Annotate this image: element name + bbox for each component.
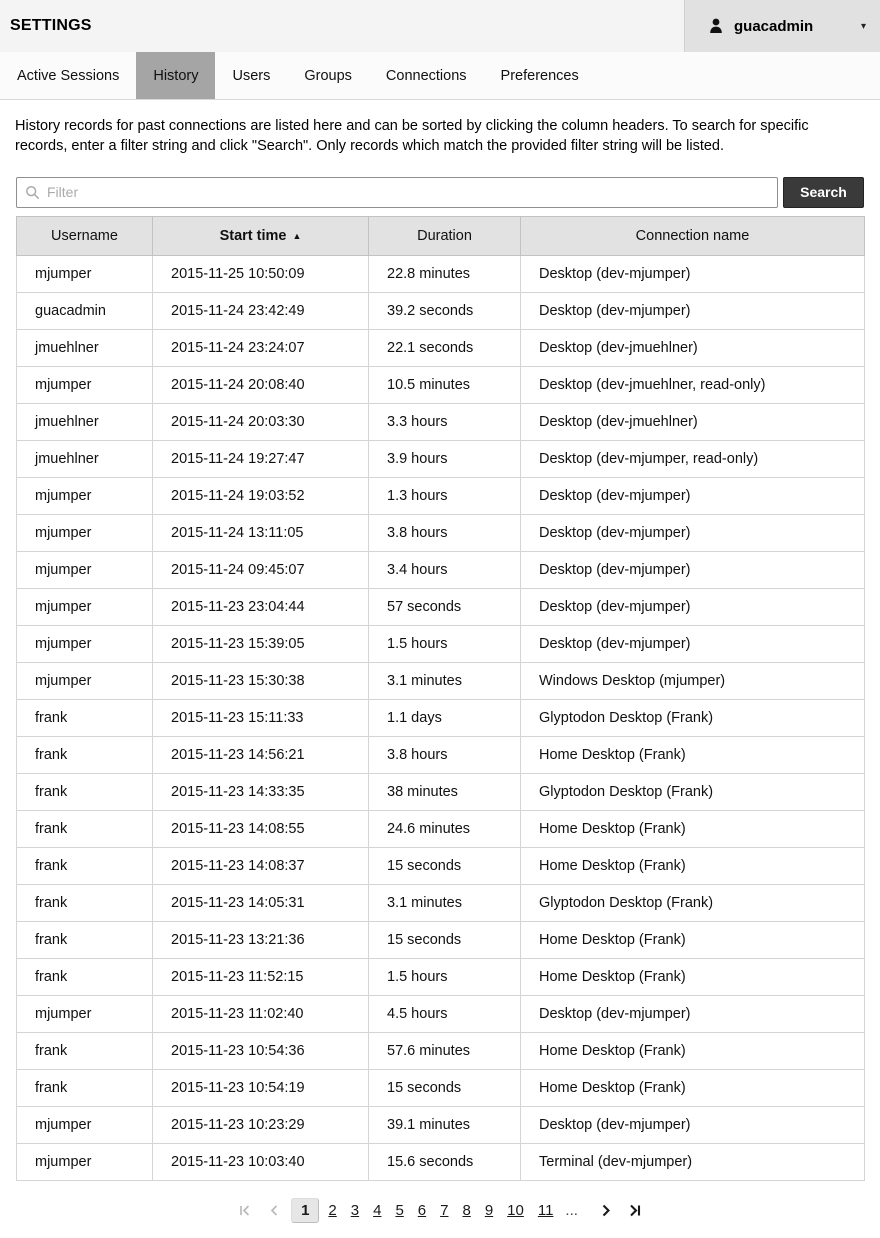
table-row xyxy=(17,699,865,736)
chevron-down-icon: ▾ xyxy=(860,20,866,32)
cell-duration: 1.5 hours xyxy=(369,625,521,662)
cell-username: frank xyxy=(17,921,153,958)
cell-start-time: 2015-11-23 14:08:37 xyxy=(153,847,369,884)
cell-duration: 22.1 seconds xyxy=(369,329,521,366)
column-header-connection-name[interactable]: Connection name xyxy=(521,216,865,255)
page-number-link[interactable]: 4 xyxy=(373,1201,382,1219)
cell-start-time: 2015-11-25 10:50:09 xyxy=(153,255,369,292)
cell-duration: 1.1 days xyxy=(369,699,521,736)
table-row xyxy=(17,921,865,958)
table-row xyxy=(17,995,865,1032)
history-description: History records for past connections are listed here and can be sorted by clicking the column headers. To search for specific records, enter a filter string and click "Search". Only records which match the provided filter string will be listed. xyxy=(15,118,809,155)
table-row xyxy=(17,255,865,292)
cell-connection-name: Desktop (dev-jmuehlner) xyxy=(521,403,865,440)
cell-start-time: 2015-11-23 14:08:55 xyxy=(153,810,369,847)
cell-username: mjumper xyxy=(17,1143,153,1180)
app-header xyxy=(0,0,880,52)
cell-duration: 24.6 minutes xyxy=(369,810,521,847)
table-row xyxy=(17,440,865,477)
cell-connection-name: Home Desktop (Frank) xyxy=(521,921,865,958)
cell-duration: 39.1 minutes xyxy=(369,1106,521,1143)
cell-duration: 3.1 minutes xyxy=(369,662,521,699)
tab-users[interactable]: Users xyxy=(232,67,271,84)
cell-start-time: 2015-11-23 15:11:33 xyxy=(153,699,369,736)
table-row xyxy=(17,1106,865,1143)
cell-username: jmuehlner xyxy=(17,329,153,366)
history-table-body xyxy=(17,255,865,1180)
cell-duration: 3.1 minutes xyxy=(369,884,521,921)
cell-connection-name: Desktop (dev-mjumper) xyxy=(521,1106,865,1143)
cell-start-time: 2015-11-23 10:54:19 xyxy=(153,1069,369,1106)
cell-username: frank xyxy=(17,1069,153,1106)
table-row xyxy=(17,958,865,995)
cell-start-time: 2015-11-23 11:02:40 xyxy=(153,995,369,1032)
table-row xyxy=(17,366,865,403)
cell-start-time: 2015-11-23 23:04:44 xyxy=(153,588,369,625)
tab-bar xyxy=(0,52,880,100)
cell-username: frank xyxy=(17,736,153,773)
table-row xyxy=(17,625,865,662)
cell-username: mjumper xyxy=(17,477,153,514)
cell-start-time: 2015-11-23 14:33:35 xyxy=(153,773,369,810)
cell-start-time: 2015-11-23 14:05:31 xyxy=(153,884,369,921)
cell-username: mjumper xyxy=(17,625,153,662)
cell-start-time: 2015-11-24 23:24:07 xyxy=(153,329,369,366)
page-number-link[interactable]: 8 xyxy=(462,1201,471,1219)
cell-duration: 1.3 hours xyxy=(369,477,521,514)
cell-connection-name: Desktop (dev-mjumper) xyxy=(521,292,865,329)
first-page-icon[interactable] xyxy=(231,1203,260,1218)
page-number-link[interactable]: 3 xyxy=(350,1201,360,1219)
page-number-link[interactable]: 2 xyxy=(328,1201,337,1219)
history-table xyxy=(16,216,865,1181)
cell-duration: 15 seconds xyxy=(369,921,521,958)
user-name: guacadmin xyxy=(734,17,814,35)
column-header-duration[interactable]: Duration xyxy=(369,216,521,255)
table-row xyxy=(17,1032,865,1069)
pagination-pages xyxy=(289,1198,560,1223)
cell-duration: 3.8 hours xyxy=(369,514,521,551)
cell-duration: 57 seconds xyxy=(369,588,521,625)
cell-connection-name: Desktop (dev-mjumper) xyxy=(521,588,865,625)
cell-username: frank xyxy=(17,884,153,921)
cell-start-time: 2015-11-24 20:03:30 xyxy=(153,403,369,440)
cell-start-time: 2015-11-24 09:45:07 xyxy=(153,551,369,588)
cell-username: mjumper xyxy=(17,588,153,625)
cell-username: mjumper xyxy=(17,366,153,403)
table-row xyxy=(17,292,865,329)
tab-preferences[interactable]: Preferences xyxy=(500,67,579,84)
cell-duration: 3.9 hours xyxy=(369,440,521,477)
cell-duration: 38 minutes xyxy=(369,773,521,810)
page-number-link[interactable]: 9 xyxy=(484,1201,494,1219)
cell-start-time: 2015-11-23 15:30:38 xyxy=(153,662,369,699)
cell-start-time: 2015-11-23 14:56:21 xyxy=(153,736,369,773)
cell-duration: 3.4 hours xyxy=(369,551,521,588)
user-icon xyxy=(707,17,725,35)
table-row xyxy=(17,847,865,884)
cell-start-time: 2015-11-23 11:52:15 xyxy=(153,958,369,995)
cell-username: jmuehlner xyxy=(17,403,153,440)
cell-username: mjumper xyxy=(17,551,153,588)
cell-username: guacadmin xyxy=(17,292,153,329)
cell-username: mjumper xyxy=(17,995,153,1032)
filter-input-box[interactable] xyxy=(16,177,778,208)
table-row xyxy=(17,736,865,773)
cell-username: frank xyxy=(17,810,153,847)
table-row xyxy=(17,403,865,440)
tab-active-sessions[interactable]: Active Sessions xyxy=(17,67,120,84)
table-row xyxy=(17,329,865,366)
table-row xyxy=(17,551,865,588)
cell-duration: 1.5 hours xyxy=(369,958,521,995)
cell-connection-name: Desktop (dev-jmuehlner, read-only) xyxy=(521,366,865,403)
cell-username: frank xyxy=(17,958,153,995)
cell-connection-name: Windows Desktop (mjumper) xyxy=(521,662,865,699)
cell-connection-name: Desktop (dev-mjumper) xyxy=(521,514,865,551)
cell-duration: 22.8 minutes xyxy=(369,255,521,292)
cell-connection-name: Desktop (dev-jmuehlner) xyxy=(521,329,865,366)
cell-connection-name: Home Desktop (Frank) xyxy=(521,958,865,995)
previous-page-icon[interactable] xyxy=(260,1203,289,1218)
page-number-link[interactable]: 6 xyxy=(417,1201,427,1219)
cell-connection-name: Glyptodon Desktop (Frank) xyxy=(521,884,865,921)
cell-start-time: 2015-11-23 10:03:40 xyxy=(153,1143,369,1180)
table-row xyxy=(17,1069,865,1106)
cell-start-time: 2015-11-23 10:23:29 xyxy=(153,1106,369,1143)
cell-duration: 3.3 hours xyxy=(369,403,521,440)
column-header-start-time[interactable]: Start time ▲ xyxy=(153,216,369,255)
cell-connection-name: Glyptodon Desktop (Frank) xyxy=(521,699,865,736)
table-row xyxy=(17,773,865,810)
page-number-link[interactable]: 10 xyxy=(507,1201,524,1219)
table-row xyxy=(17,884,865,921)
tab-connections[interactable]: Connections xyxy=(385,67,467,84)
filter-row xyxy=(16,177,864,208)
table-row xyxy=(17,588,865,625)
cell-start-time: 2015-11-24 19:03:52 xyxy=(153,477,369,514)
cell-start-time: 2015-11-23 15:39:05 xyxy=(153,625,369,662)
pagination xyxy=(0,1198,880,1223)
cell-username: mjumper xyxy=(17,662,153,699)
cell-username: mjumper xyxy=(17,514,153,551)
cell-connection-name: Desktop (dev-mjumper) xyxy=(521,477,865,514)
cell-connection-name: Home Desktop (Frank) xyxy=(521,1032,865,1069)
pagination-ellipsis: ... xyxy=(565,1201,578,1219)
cell-duration: 3.8 hours xyxy=(369,736,521,773)
cell-connection-name: Terminal (dev-mjumper) xyxy=(521,1143,865,1180)
table-row xyxy=(17,810,865,847)
tab-groups[interactable]: Groups xyxy=(304,67,352,84)
cell-duration: 15 seconds xyxy=(369,847,521,884)
cell-username: frank xyxy=(17,1032,153,1069)
cell-duration: 15 seconds xyxy=(369,1069,521,1106)
search-button[interactable]: Search xyxy=(783,177,864,208)
page-number-link[interactable]: 7 xyxy=(440,1201,449,1219)
search-icon xyxy=(25,185,40,200)
cell-duration: 57.6 minutes xyxy=(369,1032,521,1069)
cell-connection-name: Home Desktop (Frank) xyxy=(521,847,865,884)
cell-connection-name: Desktop (dev-mjumper) xyxy=(521,995,865,1032)
last-page-icon[interactable] xyxy=(620,1203,649,1218)
cell-start-time: 2015-11-24 13:11:05 xyxy=(153,514,369,551)
cell-username: frank xyxy=(17,773,153,810)
table-row xyxy=(17,514,865,551)
next-page-icon[interactable] xyxy=(591,1203,620,1218)
cell-start-time: 2015-11-24 20:08:40 xyxy=(153,366,369,403)
cell-start-time: 2015-11-23 10:54:36 xyxy=(153,1032,369,1069)
table-header-row xyxy=(17,216,865,255)
cell-connection-name: Glyptodon Desktop (Frank) xyxy=(521,773,865,810)
cell-connection-name: Desktop (dev-mjumper) xyxy=(521,625,865,662)
cell-start-time: 2015-11-24 23:42:49 xyxy=(153,292,369,329)
table-row xyxy=(17,1143,865,1180)
page-title: SETTINGS xyxy=(10,17,92,34)
table-row xyxy=(17,662,865,699)
cell-start-time: 2015-11-24 19:27:47 xyxy=(153,440,369,477)
cell-username: mjumper xyxy=(17,1106,153,1143)
cell-connection-name: Desktop (dev-mjumper, read-only) xyxy=(521,440,865,477)
table-row xyxy=(17,477,865,514)
cell-username: mjumper xyxy=(17,255,153,292)
tab-history[interactable]: History xyxy=(136,52,215,99)
cell-username: frank xyxy=(17,699,153,736)
cell-duration: 4.5 hours xyxy=(369,995,521,1032)
cell-username: jmuehlner xyxy=(17,440,153,477)
cell-connection-name: Desktop (dev-mjumper) xyxy=(521,255,865,292)
cell-start-time: 2015-11-23 13:21:36 xyxy=(153,921,369,958)
user-menu[interactable] xyxy=(684,0,880,52)
cell-duration: 10.5 minutes xyxy=(369,366,521,403)
cell-connection-name: Home Desktop (Frank) xyxy=(521,736,865,773)
column-header-username[interactable]: Username xyxy=(17,216,153,255)
cell-connection-name: Home Desktop (Frank) xyxy=(521,810,865,847)
cell-connection-name: Desktop (dev-mjumper) xyxy=(521,551,865,588)
cell-duration: 39.2 seconds xyxy=(369,292,521,329)
page-number-current[interactable]: 1 xyxy=(291,1198,319,1223)
cell-username: frank xyxy=(17,847,153,884)
page-number-link[interactable]: 5 xyxy=(395,1201,404,1219)
page-number-link[interactable]: 11 xyxy=(537,1201,554,1219)
sort-ascending-icon: ▲ xyxy=(292,230,302,241)
cell-duration: 15.6 seconds xyxy=(369,1143,521,1180)
filter-input[interactable] xyxy=(47,184,769,200)
cell-connection-name: Home Desktop (Frank) xyxy=(521,1069,865,1106)
